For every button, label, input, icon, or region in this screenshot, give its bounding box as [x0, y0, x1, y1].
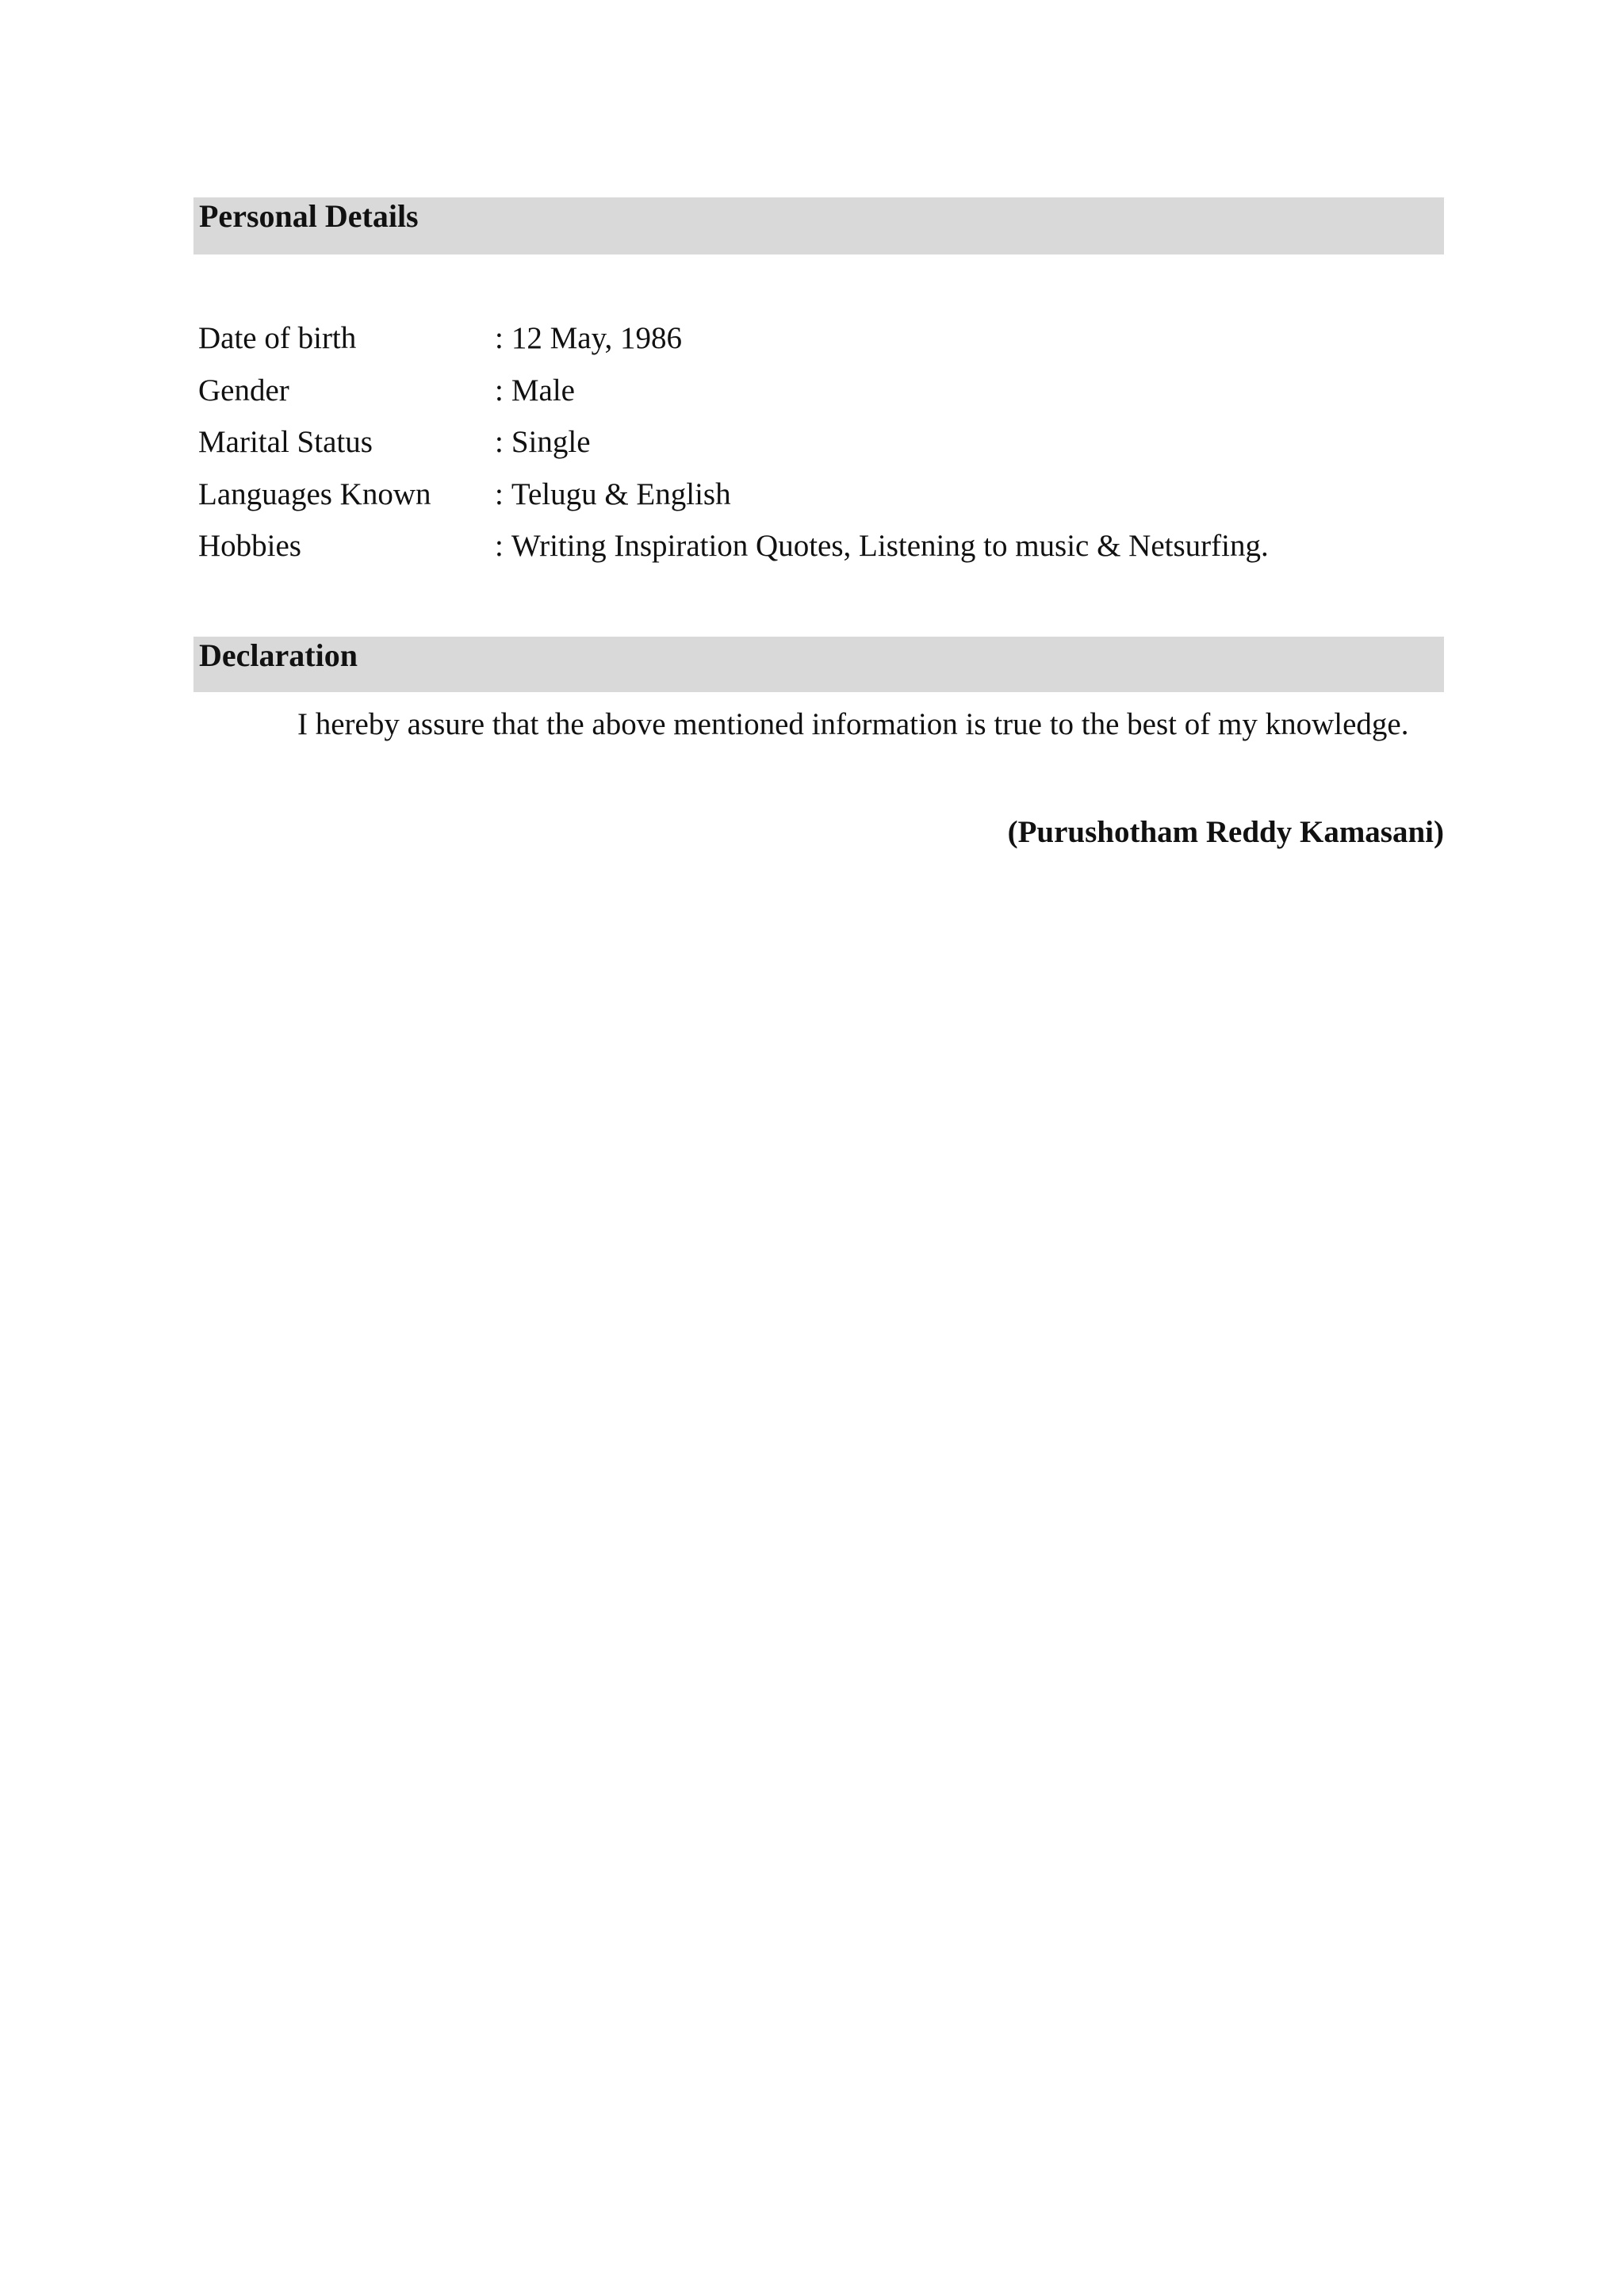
detail-label: Languages Known	[198, 476, 431, 511]
declaration-header	[193, 637, 1444, 692]
detail-row-gender	[198, 373, 1435, 426]
detail-value: Telugu & English	[511, 476, 731, 511]
detail-row-date-of-birth	[198, 321, 1435, 373]
detail-value: 12 May, 1986	[511, 321, 683, 355]
detail-separator: :	[495, 529, 504, 563]
signature-name: (Purushotham Reddy Kamasani)	[1007, 815, 1444, 849]
detail-separator: :	[495, 321, 504, 355]
detail-value: Male	[511, 373, 575, 408]
declaration-statement: I hereby assure that the above mentioned information is true to the best of my knowledge.	[297, 707, 1409, 741]
detail-label: Marital Status	[198, 425, 373, 459]
detail-separator: :	[495, 373, 504, 408]
detail-row-hobbies	[198, 529, 1435, 581]
personal-details-title: Personal Details	[199, 198, 419, 234]
detail-separator: :	[495, 476, 504, 511]
detail-separator: :	[495, 425, 504, 459]
detail-value: Writing Inspiration Quotes, Listening to music & Netsurfing.	[511, 529, 1269, 563]
detail-label: Gender	[198, 373, 289, 408]
detail-row-languages-known	[198, 477, 1435, 530]
detail-value: Single	[511, 425, 591, 459]
detail-label: Hobbies	[198, 529, 301, 563]
personal-details-list	[198, 321, 1435, 581]
declaration-title: Declaration	[199, 637, 358, 673]
detail-label: Date of birth	[198, 321, 357, 355]
detail-row-marital-status	[198, 425, 1435, 477]
personal-details-header	[193, 197, 1444, 254]
